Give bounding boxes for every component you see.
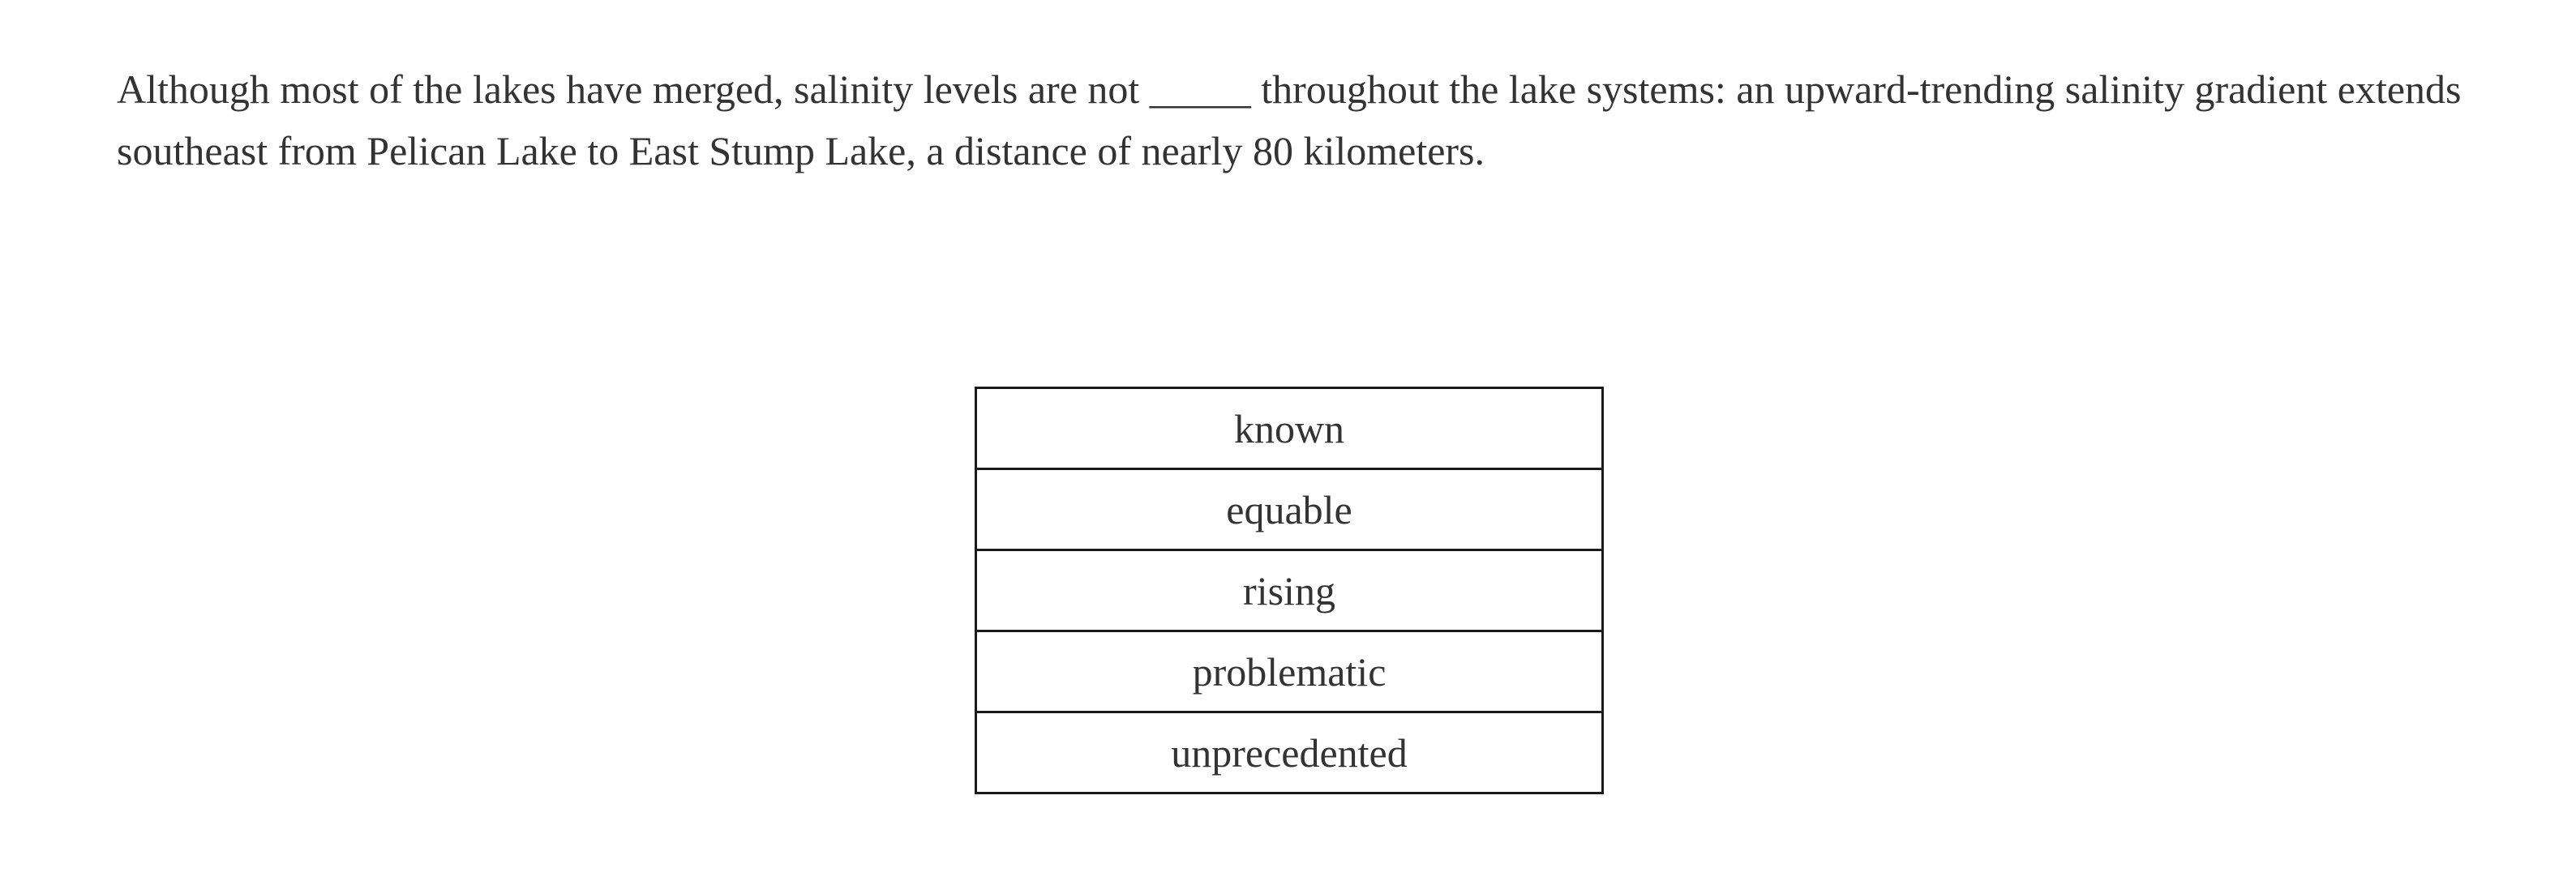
answer-choices (975, 387, 1604, 794)
question-text: Although most of the lakes have merged, salinity levels are not _____ throughout the lake systems: an upward-trending salinity gradient extends southeast from Pelican Lake to East Stump Lake, a distance of nearly 80 kilometers. (117, 66, 2462, 173)
answer-choice-row (976, 712, 1603, 793)
answer-choice-row (976, 550, 1603, 631)
answer-choice-row (976, 469, 1603, 550)
answer-choice-rising[interactable]: rising (976, 550, 1603, 631)
answer-choice-unprecedented[interactable]: unprecedented (976, 712, 1603, 793)
answer-choice-problematic[interactable]: problematic (976, 631, 1603, 712)
answer-choice-row (976, 388, 1603, 469)
answer-choice-known[interactable]: known (976, 388, 1603, 469)
answer-choice-row (976, 631, 1603, 712)
answer-choice-equable[interactable]: equable (976, 469, 1603, 550)
